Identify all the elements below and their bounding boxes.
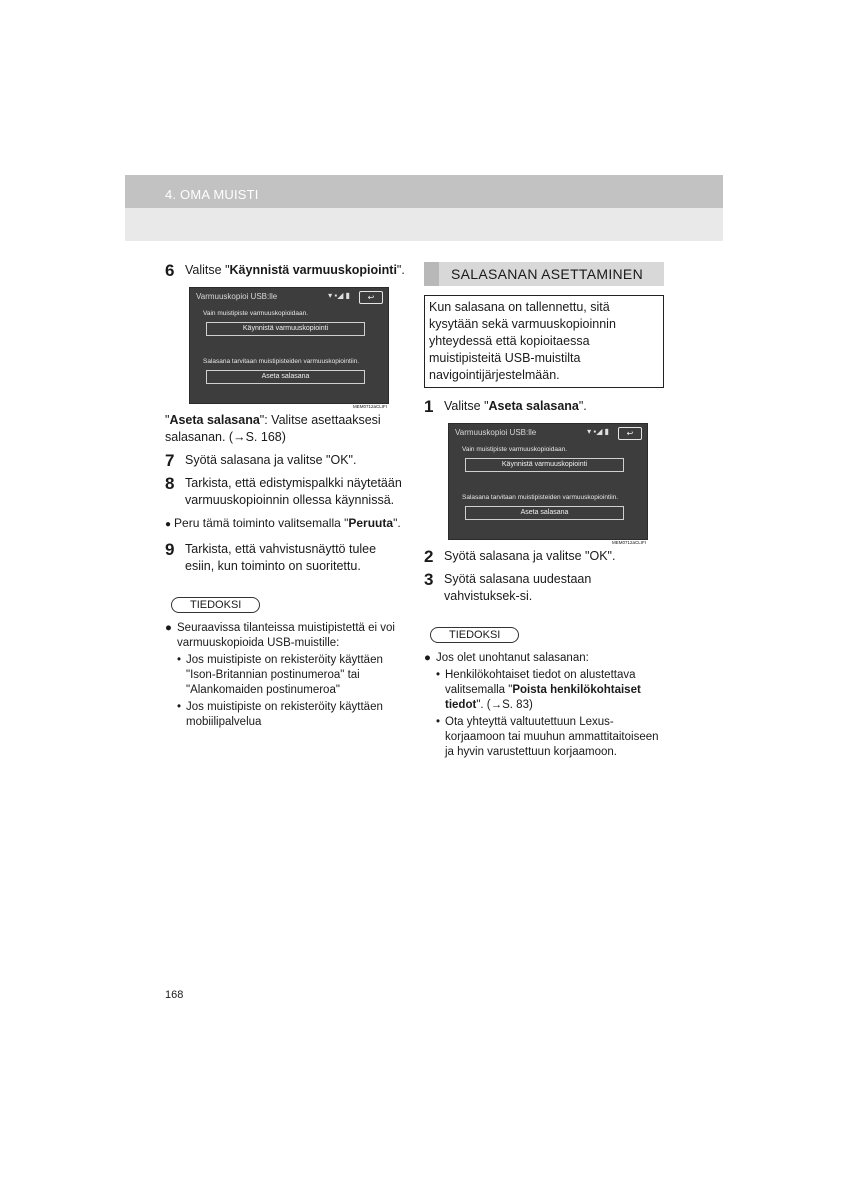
chapter-title: 4. OMA MUISTI [165, 187, 259, 202]
screen-password-text: Salasana tarvitaan muistipisteiden varmuuskopiointiin. [203, 358, 360, 365]
step-9 [165, 541, 405, 575]
note-item: ● Jos olet unohtanut salasanan: [424, 652, 589, 664]
step-number: 8 [165, 474, 175, 493]
info-note [165, 621, 405, 730]
start-backup-button[interactable]: Käynnistä varmuuskopiointi [465, 458, 624, 472]
right-column [424, 262, 664, 762]
screen-title: Varmuuskopioi USB:lle [455, 428, 537, 437]
section-title: SALASANAN ASETTAMINEN [424, 262, 664, 286]
step-text: Syötä salasana ja valitse "OK". [444, 549, 616, 563]
screen-info-text: Vain muistipiste varmuuskopioidaan. [462, 446, 568, 453]
header-band [125, 175, 723, 208]
bullet-dot: ● [165, 519, 172, 530]
status-icons: ▾ ▪◢ ▮ [587, 427, 609, 436]
page-number: 168 [165, 989, 184, 1001]
back-icon[interactable]: ↩ [618, 427, 642, 440]
header-sub-band [125, 208, 723, 241]
screen-backup-usb [448, 423, 648, 545]
figure-code: MEM0712aCLIFI [352, 404, 387, 409]
step-text: Syötä salasana ja valitse "OK". [185, 453, 357, 467]
note-sub-item: • Jos muistipiste on rekisteröity käyttäen "Ison-Britannian postinumeroa" tai "Alankomaiden postinumeroa" [177, 654, 383, 696]
step-text: Valitse "Aseta salasana". [444, 399, 587, 413]
set-password-button[interactable]: Aseta salasana [206, 370, 365, 384]
left-column [165, 262, 405, 732]
cancel-bullet: ● Peru tämä toiminto valitsemalla "Peruuta". [165, 516, 401, 530]
set-password-button[interactable]: Aseta salasana [465, 506, 624, 520]
step-number: 6 [165, 261, 175, 280]
step-text: Tarkista, että vahvistusnäyttö tulee esiin, kun toiminto on suoritettu. [185, 542, 377, 573]
screen-title: Varmuuskopioi USB:lle [196, 292, 278, 301]
screen-backup-usb [189, 287, 389, 409]
note-sub-item: • Ota yhteyttä valtuutettuun Lexus-korjaamoon tai muuhun ammattitaitoiseen ja hyvin varustettuun korjaamoon. [436, 716, 659, 758]
screen-password-text: Salasana tarvitaan muistipisteiden varmuuskopiointiin. [462, 494, 619, 501]
step-3 [424, 571, 664, 605]
status-icons: ▾ ▪◢ ▮ [328, 291, 350, 300]
step-8 [165, 475, 405, 509]
step-1 [424, 398, 664, 415]
step-number: 1 [424, 397, 434, 416]
note-sub-item: • Jos muistipiste on rekisteröity käyttäen mobiilipalvelua [177, 701, 383, 728]
step-text: Syötä salasana uudestaan vahvistuksek-si. [444, 572, 592, 603]
note-sub-item: • Henkilökohtaiset tiedot on alustettava valitsemalla "Poista henkilökohtaiset tiedot". (→S. 83) [436, 669, 641, 711]
note-item: ● Seuraavissa tilanteissa muistipistettä ei voi varmuuskopioida USB-muistille: [165, 622, 395, 649]
step-text: Tarkista, että edistymispalkki näytetään varmuuskopioinnin ollessa käynnissä. [185, 476, 402, 507]
step-number: 9 [165, 540, 175, 559]
step-6 [165, 262, 405, 279]
step-text: Valitse "Käynnistä varmuuskopiointi". [185, 263, 405, 277]
intro-box: Kun salasana on tallennettu, sitä kysytään sekä varmuuskopioinnin yhteydessä että kopioitaessa muistipisteitä USB-muistilta navigointijärjestelmään. [424, 295, 664, 388]
screen-info-text: Vain muistipiste varmuuskopioidaan. [203, 310, 309, 317]
step-2 [424, 548, 664, 565]
figure-code: MEM0712aCLIFI [611, 540, 646, 545]
info-label: TIEDOKSI [430, 627, 519, 643]
step-7 [165, 452, 405, 469]
set-password-note: "Aseta salasana": Valitse asettaaksesi salasanan. (→S. 168) [165, 413, 381, 444]
step-number: 7 [165, 451, 175, 470]
start-backup-button[interactable]: Käynnistä varmuuskopiointi [206, 322, 365, 336]
back-icon[interactable]: ↩ [359, 291, 383, 304]
step-number: 3 [424, 570, 434, 589]
info-note [424, 651, 664, 760]
info-label: TIEDOKSI [171, 597, 260, 613]
step-number: 2 [424, 547, 434, 566]
